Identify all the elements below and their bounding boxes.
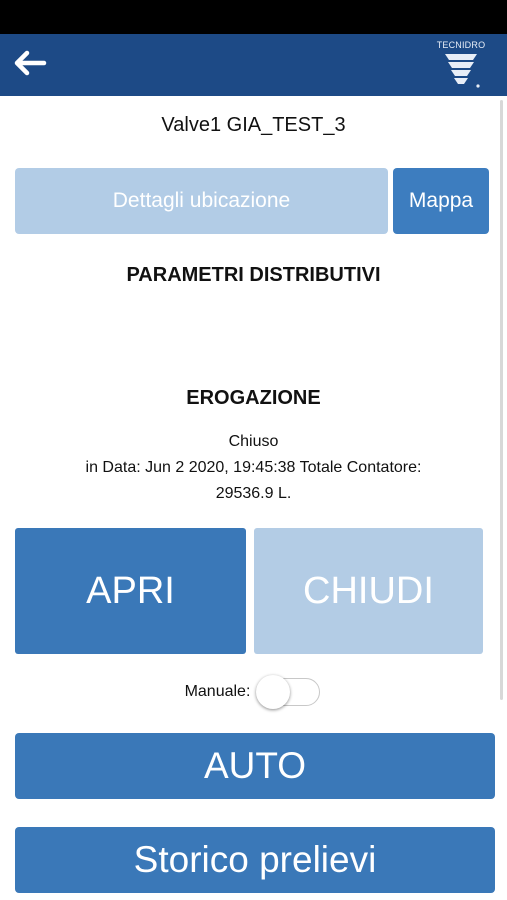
- distribution-params-heading: PARAMETRI DISTRIBUTIVI: [126, 264, 381, 286]
- main-content: [0, 96, 507, 900]
- auto-button[interactable]: AUTO: [15, 733, 495, 799]
- status-date-line: in Data: Jun 2 2020, 19:45:38 Totale Contatore:: [85, 459, 422, 476]
- status-bar: [0, 0, 507, 34]
- valve-state: Chiuso: [228, 433, 279, 450]
- map-button[interactable]: Mappa: [393, 168, 489, 234]
- manual-row: [0, 672, 507, 712]
- dispensing-heading: EROGAZIONE: [186, 387, 321, 409]
- history-button[interactable]: Storico prelievi: [15, 827, 495, 893]
- location-details-button[interactable]: Dettagli ubicazione: [15, 168, 388, 234]
- counter-value: 29536.9 L.: [215, 485, 292, 502]
- manual-toggle[interactable]: [252, 672, 322, 712]
- close-button[interactable]: CHIUDI: [254, 528, 483, 654]
- open-button[interactable]: APRI: [15, 528, 246, 654]
- logo-text: TECNIDRO: [436, 40, 486, 50]
- app-bar: [0, 34, 507, 96]
- valve-title: Valve1 GIA_TEST_3: [161, 114, 346, 136]
- scrollbar[interactable]: [500, 100, 503, 700]
- arrow-left-icon: [13, 50, 47, 81]
- tecnidro-logo: [433, 38, 489, 92]
- back-button[interactable]: [12, 48, 48, 82]
- manual-label: Manuale:: [184, 683, 251, 700]
